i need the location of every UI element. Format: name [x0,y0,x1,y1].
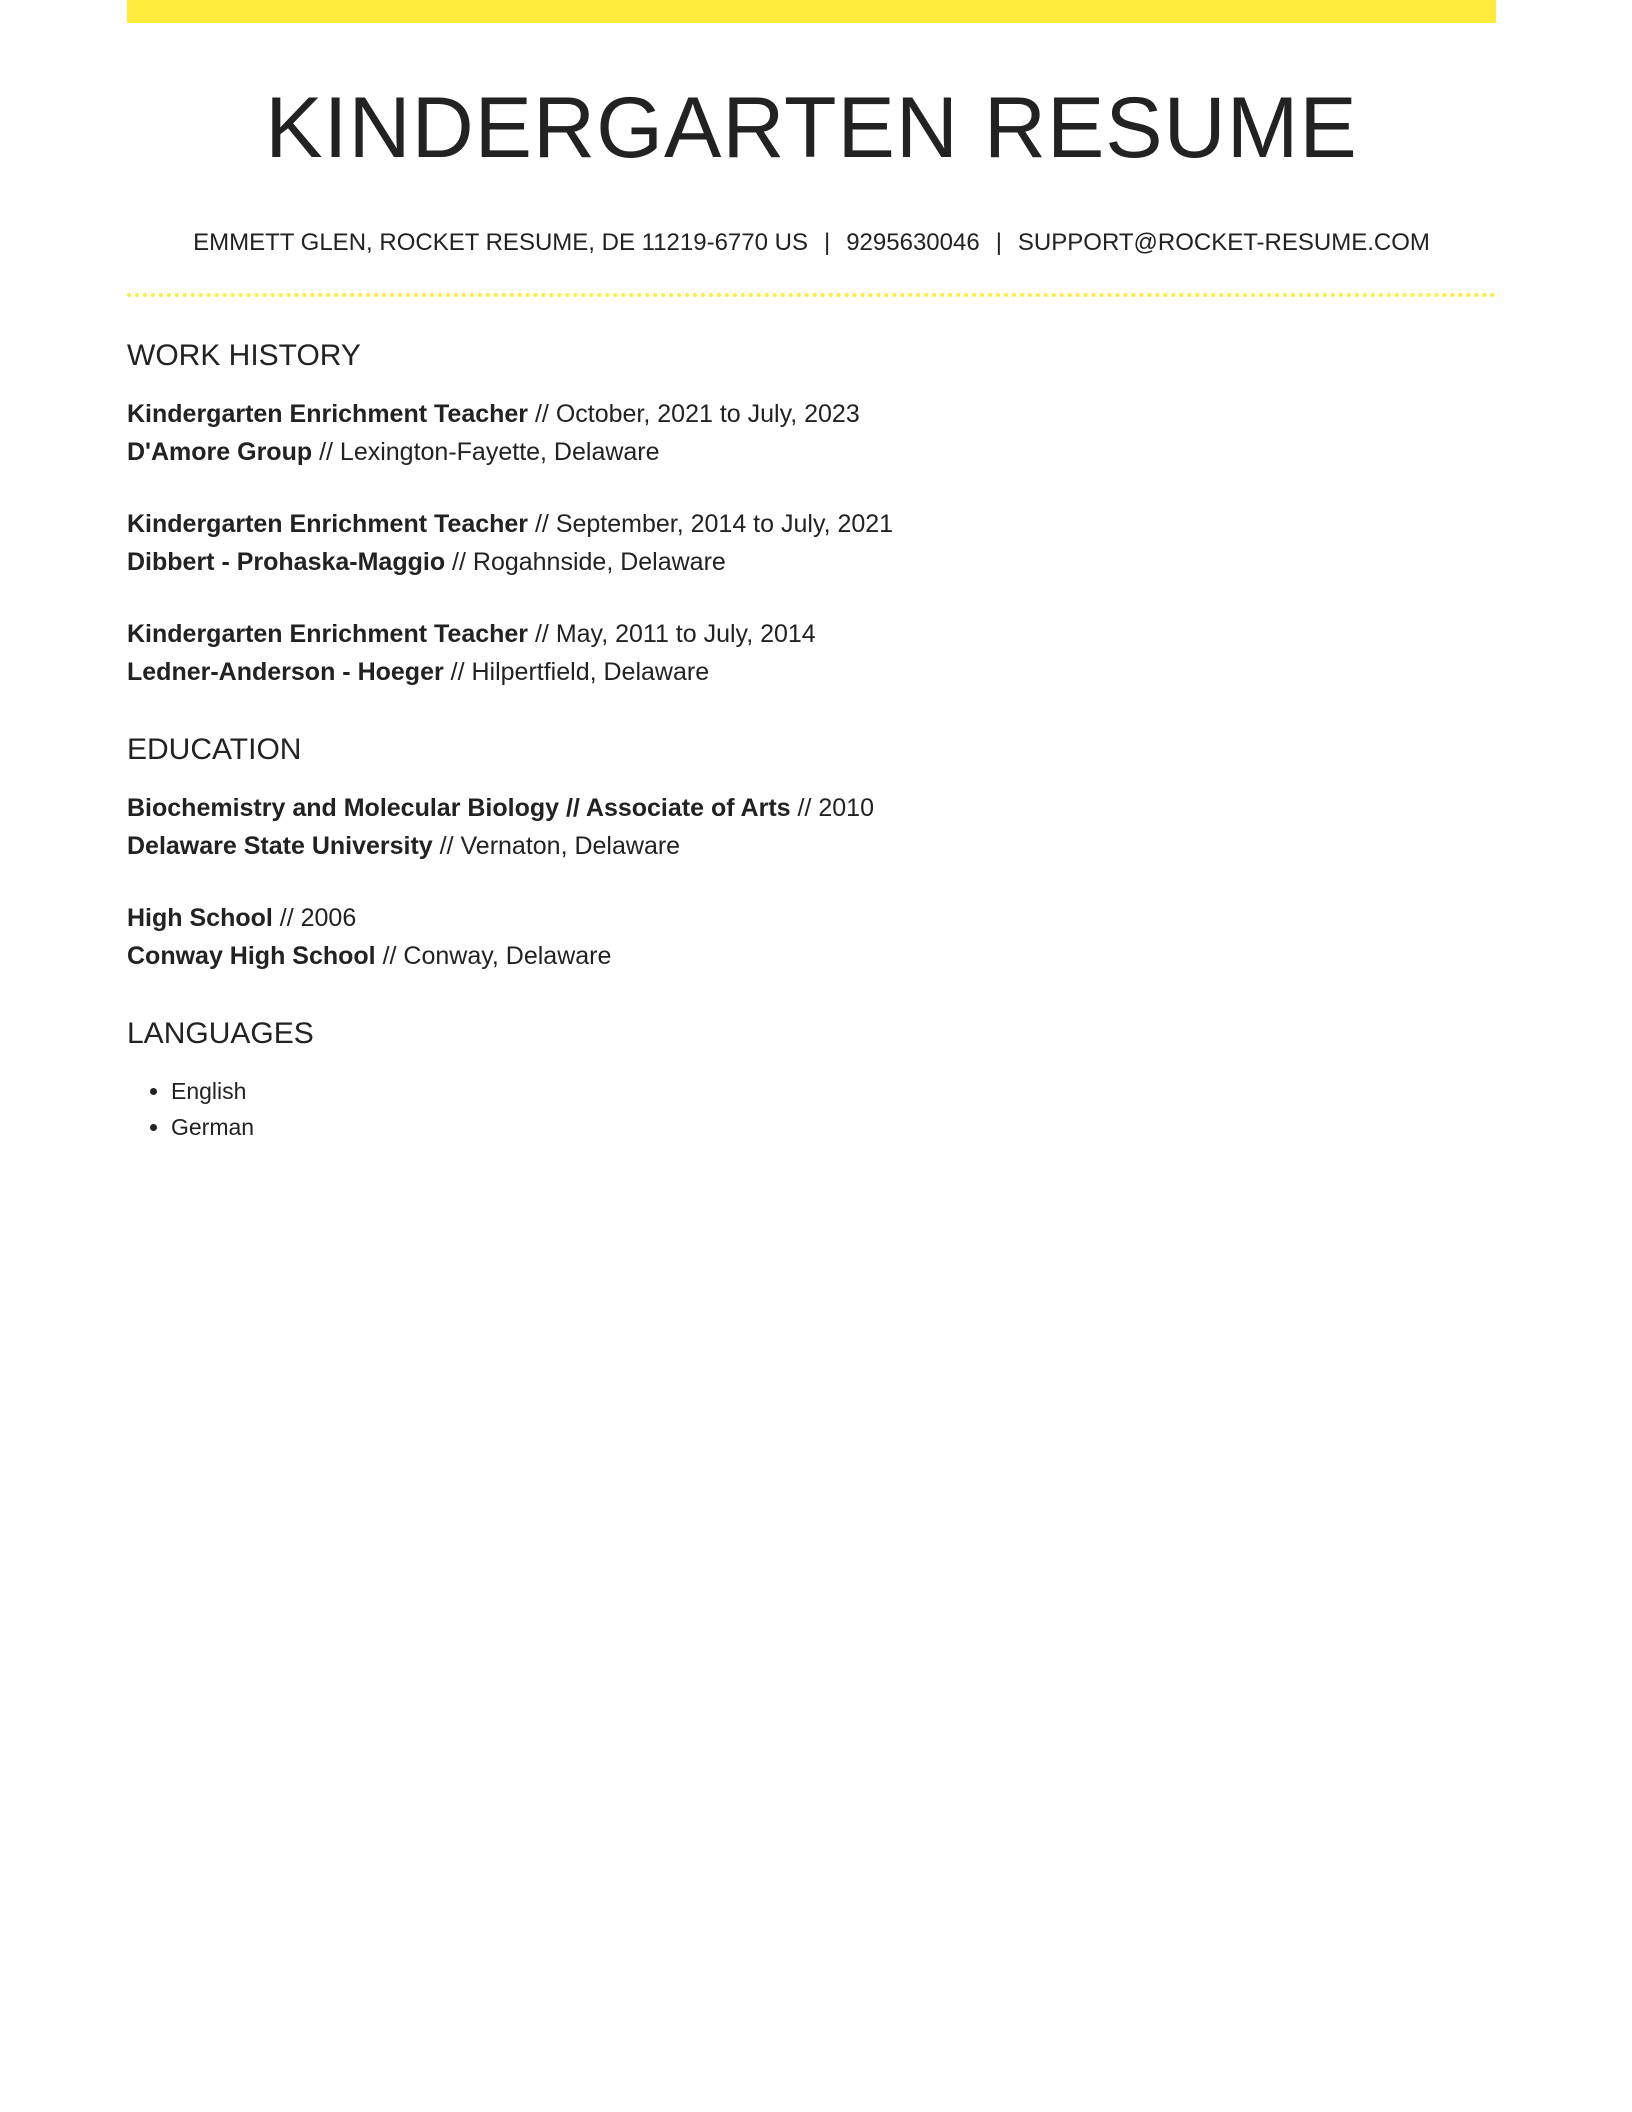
work-entry [127,505,1496,581]
school-name: Delaware State University [127,832,433,860]
languages-list [127,1073,1496,1145]
dotted-divider [127,293,1496,297]
education-entry [127,899,1496,975]
employer-name: Dibbert - Prohaska-Maggio [127,548,446,576]
education-school-line [127,937,1496,975]
section-heading-languages: LANGUAGES [127,1017,314,1050]
education-entry [127,789,1496,865]
employer-location: // Rogahnside, Delaware [452,548,726,576]
list-item-language: • English [171,1073,1496,1109]
work-entry-employer-line [127,543,1496,581]
degree-year: // 2006 [279,904,357,932]
employer-location: // Hilpertfield, Delaware [450,658,710,686]
contact-email: SUPPORT@ROCKET-RESUME.COM [1017,229,1430,256]
section-heading-education: EDUCATION [127,733,302,766]
contact-phone: 9295630046 [846,229,980,256]
work-entry [127,615,1496,691]
work-entry-title-line [127,395,1496,433]
school-location: // Vernaton, Delaware [439,832,681,860]
list-item-language: • German [171,1109,1496,1145]
resume-page [127,0,1496,1145]
degree-year: // 2010 [797,794,874,822]
contact-address: EMMETT GLEN, ROCKET RESUME, DE 11219-6770 US [193,229,808,256]
section-heading-work-history: WORK HISTORY [127,339,361,372]
employer-location: // Lexington-Fayette, Delaware [319,438,660,466]
job-dates: // May, 2011 to July, 2014 [534,620,816,648]
education-degree-line [127,789,1496,827]
work-entry [127,395,1496,471]
school-name: Conway High School [127,942,376,970]
job-title: Kindergarten Enrichment Teacher [127,620,529,648]
accent-top-bar [127,0,1496,23]
job-dates: // October, 2021 to July, 2023 [534,400,860,428]
degree-name: High School [127,904,273,932]
work-entry-employer-line [127,653,1496,691]
school-location: // Conway, Delaware [382,942,612,970]
work-entry-title-line [127,615,1496,653]
education-school-line [127,827,1496,865]
degree-name: Biochemistry and Molecular Biology // Associate of Arts [127,794,791,822]
job-title: Kindergarten Enrichment Teacher [127,400,529,428]
contact-separator: | [823,229,831,256]
education-degree-line [127,899,1496,937]
work-entry-title-line [127,505,1496,543]
contact-line [127,231,1496,255]
contact-separator: | [995,229,1002,256]
work-entry-employer-line [127,433,1496,471]
employer-name: D'Amore Group [127,438,313,466]
resume-title: KINDERGARTEN RESUME [265,80,1358,176]
job-dates: // September, 2014 to July, 2021 [534,510,894,538]
job-title: Kindergarten Enrichment Teacher [127,510,529,538]
employer-name: Ledner-Anderson - Hoeger [127,658,444,686]
